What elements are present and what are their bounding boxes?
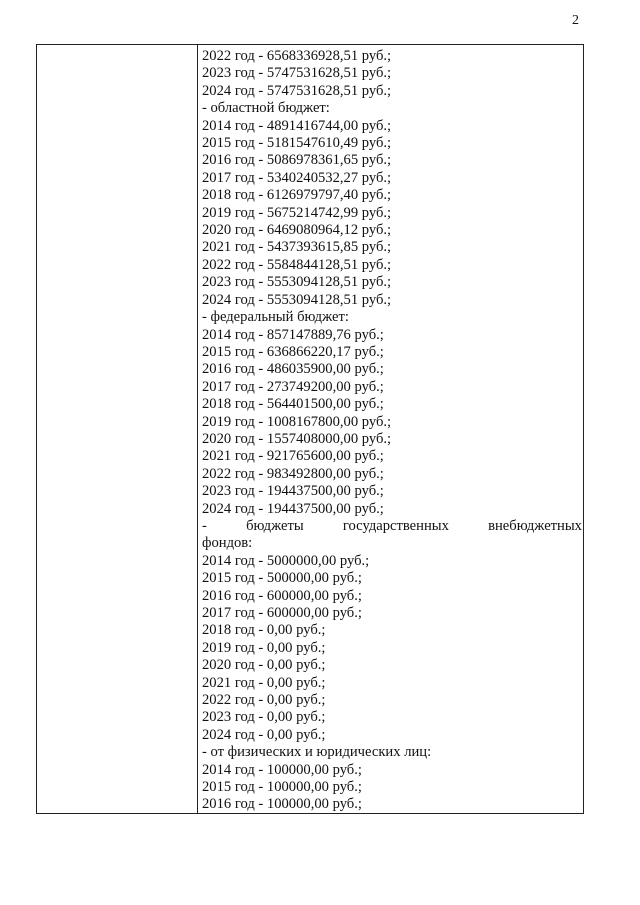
- text-line: - от физических и юридических лиц:: [202, 744, 432, 761]
- text-line: 2014 год - 100000,00 руб.;: [202, 761, 362, 778]
- text-line: 2019 год - 0,00 руб.;: [202, 639, 326, 656]
- text-line: 2024 год - 0,00 руб.;: [202, 726, 326, 743]
- text-line: 2014 год - 4891416744,00 руб.;: [202, 117, 392, 134]
- text-line: 2021 год - 0,00 руб.;: [202, 674, 326, 691]
- justified-word: государственных: [342, 517, 449, 534]
- justified-word: внебюджетных: [488, 517, 582, 534]
- text-line: 2024 год - 5747531628,51 руб.;: [202, 82, 392, 99]
- text-line: 2016 год - 486035900,00 руб.;: [202, 361, 384, 378]
- text-line: 2015 год - 500000,00 руб.;: [202, 570, 362, 587]
- text-line: 2019 год - 5675214742,99 руб.;: [202, 204, 392, 221]
- justified-heading-line: [202, 518, 582, 535]
- text-line: 2024 год - 5553094128,51 руб.;: [202, 291, 392, 308]
- text-line: 2019 год - 1008167800,00 руб.;: [202, 413, 392, 430]
- text-line: 2023 год - 5747531628,51 руб.;: [202, 65, 392, 82]
- text-line: 2023 год - 0,00 руб.;: [202, 709, 326, 726]
- text-line: 2015 год - 636866220,17 руб.;: [202, 343, 384, 360]
- text-line: 2016 год - 5086978361,65 руб.;: [202, 152, 392, 169]
- justified-word: бюджеты: [246, 517, 304, 534]
- justified-word: -: [202, 517, 207, 534]
- text-line: фондов:: [202, 535, 253, 552]
- text-line: 2021 год - 921765600,00 руб.;: [202, 448, 384, 465]
- text-line: 2022 год - 6568336928,51 руб.;: [202, 48, 392, 64]
- text-line: - областной бюджет:: [202, 100, 330, 117]
- text-line: 2014 год - 857147889,76 руб.;: [202, 326, 384, 343]
- text-line: 2014 год - 5000000,00 руб.;: [202, 552, 370, 569]
- text-line: 2017 год - 600000,00 руб.;: [202, 605, 362, 621]
- text-line: 2016 год - 100000,00 руб.;: [202, 796, 362, 813]
- funding-lines-after: [202, 535, 582, 814]
- text-line: 2015 год - 100000,00 руб.;: [202, 779, 362, 796]
- text-line: 2020 год - 6469080964,12 руб.;: [202, 222, 392, 239]
- text-line: - федеральный бюджет:: [202, 309, 349, 326]
- table-frame: [36, 44, 584, 814]
- text-line: 2023 год - 194437500,00 руб.;: [202, 483, 384, 500]
- text-line: 2018 год - 564401500,00 руб.;: [202, 396, 384, 413]
- funding-lines-before: [202, 48, 582, 518]
- text-line: 2022 год - 0,00 руб.;: [202, 692, 326, 709]
- text-line: 2018 год - 0,00 руб.;: [202, 622, 326, 639]
- text-line: 2023 год - 5553094128,51 руб.;: [202, 274, 392, 291]
- text-line: 2016 год - 600000,00 руб.;: [202, 587, 362, 604]
- text-line: 2024 год - 194437500,00 руб.;: [202, 500, 384, 517]
- text-line: 2017 год - 273749200,00 руб.;: [202, 378, 384, 395]
- text-line: 2021 год - 5437393615,85 руб.;: [202, 239, 392, 256]
- text-line: 2020 год - 0,00 руб.;: [202, 657, 326, 674]
- text-line: 2020 год - 1557408000,00 руб.;: [202, 430, 392, 447]
- column-divider: [197, 45, 198, 813]
- text-line: 2022 год - 983492800,00 руб.;: [202, 465, 384, 482]
- page-number: 2: [572, 13, 579, 28]
- text-line: 2022 год - 5584844128,51 руб.;: [202, 256, 392, 273]
- text-line: 2017 год - 5340240532,27 руб.;: [202, 169, 392, 186]
- text-line: 2018 год - 6126979797,40 руб.;: [202, 187, 392, 204]
- text-line: 2015 год - 5181547610,49 руб.;: [202, 135, 392, 152]
- right-column-content: [202, 48, 582, 814]
